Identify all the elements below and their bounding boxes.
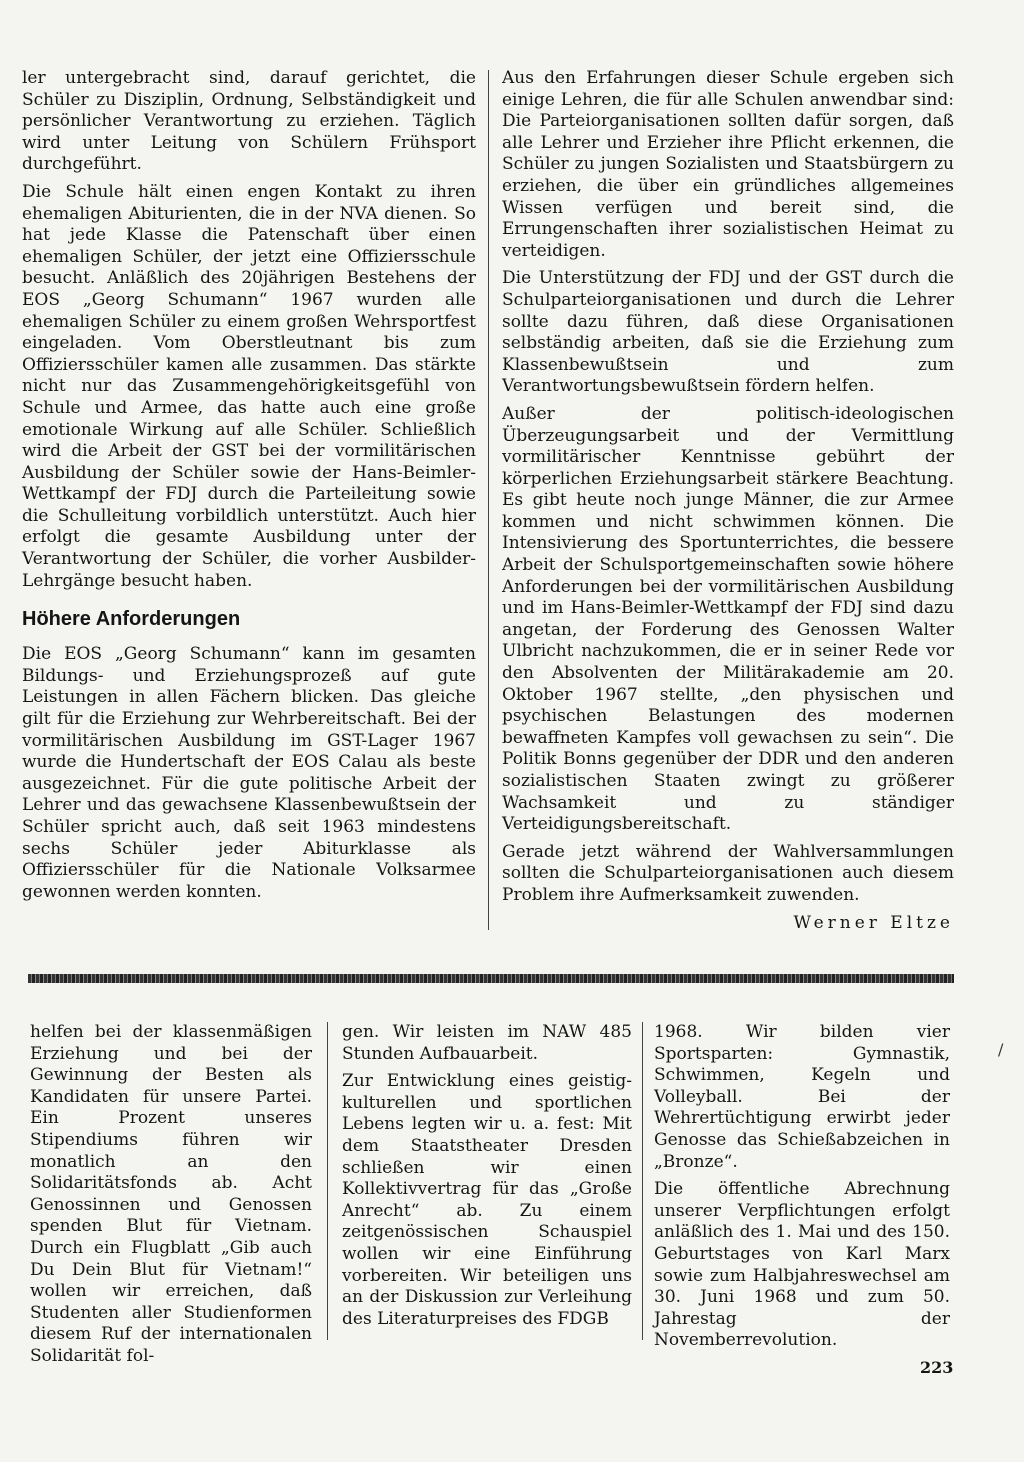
paragraph: ler untergebracht sind, darauf gerichtet, die Schüler zu Disziplin, Ordnung, Selbständigkeit und persönlicher Verantwortung zu erziehen. Täglich wird unter Leitung von Schülern Frühsport durchgeführt.: [22, 68, 476, 175]
column-divider: [488, 70, 489, 930]
article-column-right: [502, 68, 954, 934]
paragraph: Gerade jetzt während der Wahlversammlungen sollten die Schulparteiorganisationen auch diesem Problem ihre Aufmerksamkeit zuwenden.: [502, 841, 954, 905]
paragraph: helfen bei der klassenmäßigen Erziehung und bei der Gewinnung der Besten als Kandidaten für unsere Partei. Ein Prozent unseres Stipendiums führen wir monatlich an den Solidaritätsfonds ab. Acht Genossinnen und Genossen spenden Blut für Vietnam. Durch ein Flugblatt „Gib auch Du Dein Blut für Vietnam!“ wollen wir erreichen, daß Studenten aller Studienformen diesem Ruf der internationalen Solidarität fol-: [30, 1022, 312, 1366]
page-number: 223: [920, 1358, 954, 1377]
section-heading: Höhere Anforderungen: [22, 608, 241, 631]
paragraph: Aus den Erfahrungen dieser Schule ergeben sich einige Lehren, die für alle Schulen anwendbar sind: Die Parteiorganisationen sollten dafür sorgen, daß alle Lehrer und Erzieher ihre Pflicht erkennen, die Schüler zu jungen Sozialisten und Staatsbürgern zu erziehen, die über ein gründliches allgemeines Wissen verfügen und bereit sind, die Errungenschaften ihrer sozialistischen Heimat zu verteidigen.: [502, 68, 954, 261]
margin-mark: /: [998, 1040, 1004, 1059]
bottom-column-2: [342, 1022, 632, 1336]
paragraph: Die Schule hält einen engen Kontakt zu ihren ehemaligen Abiturienten, die in der NVA dienen. So hat jede Klasse die Patenschaft über einen ehemaligen Schüler, der jetzt eine Offiziersschule besucht. Anläßlich des 20jährigen Bestehens der EOS „Georg Schumann“ 1967 wurden alle ehemaligen Schüler zu einem großen Wehrsportfest eingeladen. Vom Oberstleutnant bis zum Offiziersschüler kamen alle zusammen. Das stärkte nicht nur das Zusammengehörigkeitsgefühl von Schule und Armee, das hatte auch eine große emotionale Wirkung auf alle Schüler. Schließlich wird die Arbeit der GST bei der vormilitärischen Ausbildung der Schüler sowie der Hans-Beimler-Wettkampf der FDJ durch die Parteileitung sowie die Schulleitung vorbildlich unterstützt. Auch hier erfolgt die gesamte Ausbildung unter der Verantwortung der Schüler, die vorher Ausbilder-Lehrgänge besucht haben.: [22, 181, 476, 591]
bottom-column-1: [30, 1022, 312, 1374]
paragraph: Die öffentliche Abrechnung unserer Verpflichtungen erfolgt anläßlich des 1. Mai und des 150. Geburtstages von Karl Marx sowie zum Halbjahreswechsel am 30. Juni 1968 und zum 50. Jahrestag der Novemberrevolution.: [654, 1179, 950, 1351]
section-separator: [28, 974, 954, 983]
paragraph: Die EOS „Georg Schumann“ kann im gesamten Bildungs- und Erziehungsprozeß auf gute Leistungen in allen Fächern blicken. Das gleiche gilt für die Erziehung zur Wehrbereitschaft. Bei der vormilitärischen Ausbildung im GST-Lager 1967 wurde die Hundertschaft der EOS Calau als beste ausgezeichnet. Für die gute politische Arbeit der Lehrer und das gewachsene Klassenbewußtsein der Schüler spricht auch, daß seit 1963 mindestens sechs Schüler jeder Abiturklasse als Offiziersschüler für die Nationale Volksarmee gewonnen werden konnten.: [22, 644, 476, 902]
paragraph: Zur Entwicklung eines geistig-kulturellen und sportlichen Lebens legten wir u. a. fest: Mit dem Staatstheater Dresden schließen wir einen Kollektivvertrag für das „Große Anrecht“ ab. Zu einem zeitgenössischen Schauspiel wollen wir eine Einführung vorbereiten. Wir beteiligen uns an der Diskussion zur Verleihung des Literaturpreises des FDGB: [342, 1071, 632, 1329]
paragraph: 1968. Wir bilden vier Sportsparten: Gymnastik, Schwimmen, Kegeln und Volleyball. Bei der Wehrertüchtigung erwirbt jeder Genosse das Schießabzeichen in „Bronze“.: [654, 1022, 950, 1172]
paragraph: Die Unterstützung der FDJ und der GST durch die Schulparteiorganisationen und durch die Lehrer sollte dazu führen, daß diese Organisationen selbständig arbeiten, daß sie die Erziehung zum Klassenbewußtsein und zum Verantwortungsbewußtsein fördern helfen.: [502, 268, 954, 397]
column-divider: [642, 1022, 643, 1340]
paragraph: Außer der politisch-ideologischen Überzeugungsarbeit und der Vermittlung vormilitärischer Kenntnisse gebührt der körperlichen Erziehungsarbeit stärkere Beachtung. Es gibt heute noch junge Männer, die zur Armee kommen und nicht schwimmen können. Die Intensivierung des Sportunterrichtes, die bessere Arbeit der Schulsportgemeinschaften sowie höhere Anforderungen bei der vormilitärischen Ausbildung und im Hans-Beimler-Wettkampf der FDJ sind dazu angetan, der Forderung des Genossen Walter Ulbricht nachzukommen, die er in seiner Rede vor den Absolventen der Militärakademie am 20. Oktober 1967 stellte, „den physischen und psychischen Belastungen des modernen bewaffneten Kampfes voll gewachsen zu sein“. Die Politik Bonns gegenüber der DDR und den anderen sozialistischen Staaten zwingt zu größerer Wachsamkeit und zu ständiger Verteidigungsbereitschaft.: [502, 403, 954, 835]
paragraph: gen. Wir leisten im NAW 485 Stunden Aufbauarbeit.: [342, 1022, 632, 1064]
column-divider: [327, 1022, 328, 1340]
author-signature: Werner Eltze: [793, 912, 954, 933]
bottom-column-3: [654, 1022, 950, 1358]
article-column-left: [22, 68, 476, 909]
